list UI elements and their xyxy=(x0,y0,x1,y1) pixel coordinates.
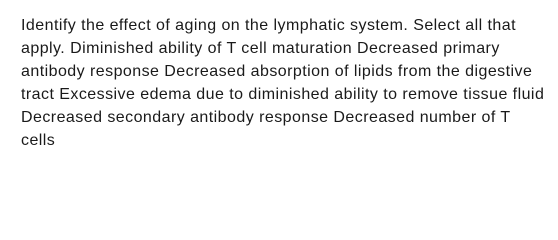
question-text: Identify the effect of aging on the lymphatic system. Select all that apply. Diminished ability of T cell maturation Decreased primary antibody response Decreased absorption of lipids from the digestive tract Excessive edema due to diminished ability to remove tissue fluid Decreased secondary antibody response Decreased number of T cells xyxy=(21,17,545,149)
